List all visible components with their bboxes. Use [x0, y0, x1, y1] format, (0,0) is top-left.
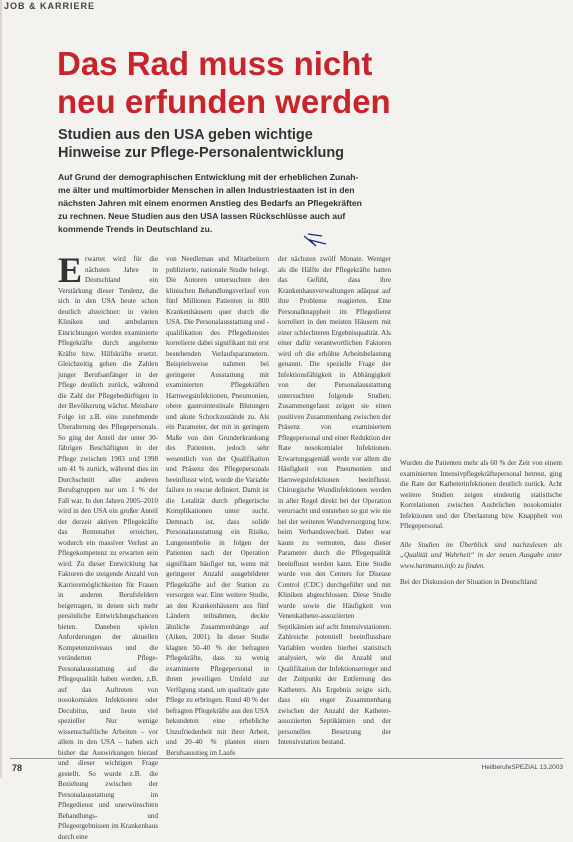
article-column-right [400, 40, 562, 588]
article-column-3 [278, 254, 391, 748]
article-column-1 [58, 250, 158, 842]
headline-line-2: neu erfunden werden [57, 83, 391, 120]
headline-line-1: Das Rad muss nicht [57, 45, 373, 82]
column-text: Wurden die Patienten mehr als 60 % der Zeit von einem examinierten Intensivpflegekräftepersonal betreut, ging die Rate der Katheterinfektionen deutlich zurück. Acht weitere Studien zeigen eindeutig statistische Korrelationen zwischen Ausbrüchen nosokomialer Infektionen und der Überlastung bzw. Knappheit von Pflegepersonal. [400, 459, 562, 530]
pen-mark-icon [302, 232, 332, 250]
article-column-2 [166, 254, 269, 758]
page-number: 78 [12, 763, 23, 773]
footer-rule [10, 758, 563, 759]
journal-issue: HeilberufeSPEZIAL 13.2003 [481, 764, 563, 771]
lead-line: kommende Trends in Deutschland zu. [58, 224, 213, 234]
lead-line: nächsten Jahren mit einem enormen Anstieg des Bedarfs an Pflegekräften [58, 198, 362, 208]
column-text: von Needleman und Mitarbeitern publizierte, nationale Studie belegt. Die Autoren untersuchten den klinischen Behandlungsverlauf von fünf Millionen Patienten in 800 Krankenhäusern quer durch die USA. Die Personalausstattung und -qualifikation des Pflegedienstes korrelierte dabei signifikant mit erst bestehenden Verlaufsparametern. Beispielsweise nahmen bei geringerer Ausstattung mit examinierten Pflegekräften Harnwegsinfektionen, Pneumonien, obere gastrointestinale Blutungen und akute Schockzustände zu. Als ein Parameter, der mit in geringem Maße von den Grunderkrankung des Patienten, jedoch sehr wesentlich von der Qualifikation und Präsenz des Pflegepersonals beeinflusst wird, wurde die Variable failure to rescue definiert. Damit ist die Letalität durch pflegerische Komplikationen unter sucht. Demnach ist, dass solide Personalausstattung ein Risiko, Lungenembolie in folgen der Patienten nach der Operation signifikant häufiger tut, wenn mit geringerer Anzahl ausgebildeter Pflegekräfte auf der Station zu versorgen war. Eine weitere Studie, an den Krankenhäusern aus fünf Ländern teilnahmen, deckte ähnliche Zusammenhänge auf (Aiken, 2001). In dieser Studie klagten 50–40 % der befragten Pflegekräfte, dass zu wenig examinierte Pflegepersonal in ihrem jeweiligen Umfeld zur Verfügung stand, um qualitativ gute Pflege zu erbringen. Rund 40 % der befragten Pflegekräfte aus den USA bekundeten eine erhebliche Unzufriedenheit mit ihrer Arbeit, und 20–40 % planten einen Berufsausstieg im Laufe [166, 255, 269, 757]
column-text: Bei der Diskussion der Situation in Deutschland [400, 578, 537, 586]
section-label: JOB & KARRIERE [4, 1, 96, 11]
drop-cap: E [58, 250, 83, 290]
subtitle-line-2: Hinweise zur Pflege-Personalentwicklung [58, 145, 345, 161]
subtitle-line-1: Studien aus den USA geben wichtige [58, 127, 313, 143]
column-text: rwartet wird für die nächsten Jahre in Deutschland ein Verstärkung dieser Tendenz, die sich in den USA heute schon deutlich abzeichnet: in vielen Kliniken und ambulanten Einrichtungen werden examinierte Pflegekräfte durch angelernte Kräfte bzw. Hilfskräfte ersetzt. Gleichzeitig gehen die Zahlen junger Berufsanfänger in der Pflege deutlich zurück, während die Zahl der Pflegebedürftigen in der Bevölkerung wächst. Messbare Folge ist z.B. eine zunehmende Überalterung des Pflegepersonals. So ging der Anteil der unter 30-Jährigen Beschäftigten in der Pflege zwischen 1983 und 1998 um 41 % zurück, während dies im Durchschnitt aller anderen Berufsgruppen nur um 1 % der Fall war. In den Jahren 2005–2010 wird in den USA ein großer Anteil der derzeit aktiven Pflegekräfte das Rentenalter erreichen, wodurch ein massiver Verlust an Pflegekompetenz zu erwarten sein wird. Zu dieser Entwicklung hat Faktoren die steigende Anzahl von Karrieremöglichkeiten für Frauen in anderen Berufsfeldern beigetragen, in denen sich mehr persönliche Entwicklungschancen bieten. Daneben spielen Anforderungen der aktuellen Kompetenzniveaus und die veränderten Pflege-Personalausstattung auf die Pflegequalität haben werden, z.B. auf das Auftreten von nosokomialen Infektionen oder Decubitus, und heute viel spezieller Nur wenige wissenschaftliche Arbeiten – vor allem in den USA – haben sich bisher dar Auswirkungen hierauf und dieser wichtigen Frage gestellt. So wurde z.B. die Beziehung zwischen der Personalausstattung im Pflegedienst und unerwünschten Behandlungs- und Pflegeergebnissen im Krankenhaus durch eine [58, 255, 158, 841]
page-edge [0, 0, 2, 778]
reference-note: Alle Studien im Überblick sind nachzulesen als „Qualität und Wahrheit“ in der neuen Ausgabe unter www.hartmann.info zu finden. [400, 540, 562, 570]
lead-line: me älter und multimorbider Menschen in allen Industriestaaten ist in den [58, 185, 355, 195]
column-text: der nächsten zwölf Monate. Weniger als die Hälfte der Pflegekräfte hatten das Gefühl, dass ihre Krankenhausverwaltungen adäquat auf ihre Probleme reagierten. Eine Personalknappheit im Pflegedienst korreliert in den meisten Häusern mit einer schlechteren Ergebnisqualität. Als einer dafür verantwortlichen Faktoren wird oft die erhöhte Arbeitsbelastung genannt. Die spezielle Frage der Infektionsfähigkeit in Abhängigkeit von der Personalausstattung untersuchten folgende Studien. Zusammengefasst zeigen sie einen positiven Zusammenhang zwischen der Präsenz von examiniertem Pflegepersonal und einer Reduktion der Rate nosokomialer Infektionen. Erwartungsgemäß werde vor allem die Häufigkeit von Pneumonien und Harnwegsinfektionen beeinflusst. Chirurgische Wundinfektionen werden in aller Regel direkt bei der Operation verursacht und entstehen so gut wie nie bei der weiteren Wundversorgung bzw. beim Verbandswechsel. Daher war kaum zu vermuten, dass dieser Parameter durch die Pflegequalität beeinflusst werden kann. Eine Studie wurde von den Centers for Disease Control (CDC) durchgeführt und mit Kliniken abgeschlossen. Diese Studie wurde sowie die Häufigkeit von Venenkatheter-assoziierten Septikämien auf acht Intensivstationen. Zahlreiche potentiell beeinflussbare Variablen wurden hierbei statistisch analysiert, wie die Anzahl und Qualifikation der Infektionserreger und der Zeitpunkt der Entfernung des Katheters. Als Ergebnis zeigte sich, dass ein enger Zusammenhang zwischen der Anzahl der Katheter-assoziierten Septikämien und der personellen Besetzung der Intensivstation bestand. [278, 255, 391, 746]
lead-paragraph [58, 171, 388, 236]
lead-line: zu rechnen. Neue Studien aus den USA lassen Rückschlüsse auch auf [58, 211, 346, 221]
lead-line: Auf Grund der demographischen Entwicklung mit der erheblichen Zunah- [58, 172, 359, 182]
